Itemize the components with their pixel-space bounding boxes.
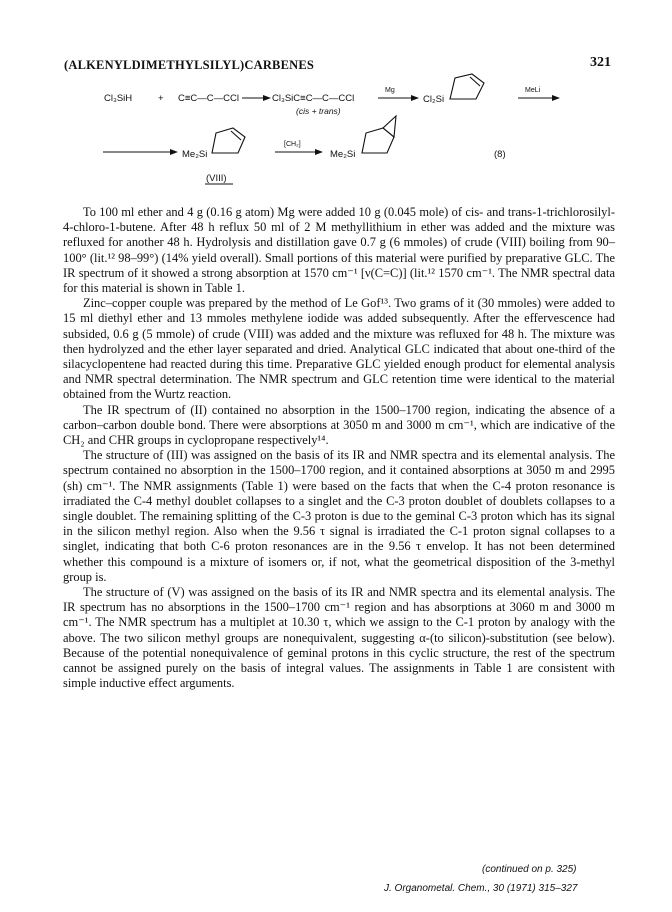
ring-3-silicon-label: Me₂Si — [330, 149, 356, 160]
ring-1-silicon-label: Cl₂Si — [423, 94, 445, 105]
paragraph-zinc-copper: Zinc–copper couple was prepared by the method of Le Gof¹³. Two grams of it (30 mmoles) were added to 15 ml diethyl ether and 13 mmoles methylene iodide was added subsequently. After the effervescence had subsided, 0.6 g (5 mmole) of crude (VIII) was added and the mixture was refluxed for 48 h. The mixture was then hydrolyzed and the ether layer separated and dried. Analytical GLC indicated that about one-third of the silacyclopentene had reacted during this time. Preparative GLC yielded enough product for elemental analysis and NMR spectral determination. The NMR spectrum and GLC retention time were identical to the material obtained from the Wurtz reaction. — [63, 296, 615, 402]
reaction-arrow-1-head — [263, 95, 271, 101]
reaction-arrow-2-head — [411, 95, 419, 101]
equation-number: (8) — [494, 149, 506, 160]
compound-number-viii: (VIII) — [206, 173, 227, 184]
reaction-scheme — [0, 0, 672, 200]
body-text — [63, 205, 615, 692]
paragraph-structure-v: The structure of (V) was assigned on the basis of its IR and NMR spectra and its elemental analysis. The IR spectrum has no absorptions in the 1500–1700 cm⁻¹ region and has absorptions at 3060 m and 3000 m cm⁻¹. The NMR spectrum has a multiplet at 10.30 τ, which we assign to the C-1 proton by analogy with the above. The two silicon methyl groups are nonequivalent, suggesting α-(to silicon)-substitution (see below). Because of the potential nonequivalence of geminal protons in this cyclic structure, the rest of the spectrum cannot be assigned purely on the basis of integral values. The assignments in Table 1 are consistent with simple inductive effect arguments. — [63, 585, 615, 691]
reagent-methylene: [CH₂] — [284, 141, 301, 148]
reagent-methyllithium: MeLi — [525, 87, 541, 94]
paragraph-ir-ii: The IR spectrum of (II) contained no absorption in the 1500–1700 region, indicating the absence of a carbon–carbon double bond. There were absorptions at 3050 m and 3000 m cm⁻¹, which are indicative of the CH₂ and CHR groups in cyclopropane respectively¹⁴. — [63, 402, 615, 448]
page-number: 321 — [590, 55, 611, 70]
silacyclopentene-ring-2 — [212, 128, 245, 153]
product-trichlorosilylbutene: Cl₃SiC≡C—C—CCl — [272, 93, 355, 104]
reagent-magnesium: Mg — [385, 87, 395, 94]
reaction-arrow-3-head — [552, 95, 560, 101]
plus-sign: + — [158, 93, 164, 104]
silacyclopentene-ring-1 — [450, 74, 484, 99]
reactant-chlorobutyne: C≡C—C—CCl — [178, 93, 239, 104]
paragraph-synthesis-viii: To 100 ml ether and 4 g (0.16 g atom) Mg were added 10 g (0.045 mole) of cis- and trans-1-trichlorosilyl-4-chloro-1-butene. After 48 h reflux 50 ml of 2 M methyllithium in ether was added and the mixture was refluxed for another 48 h. Hydrolysis and distillation gave 0.7 g (6 mmoles) of crude (VIII) boiling from 90–100° (lit.¹² 98–99°) (14% yield overall). Small portions of this material were purified by preparative GLC. The IR spectrum of it showed a strong absorption at 1570 cm⁻¹ [ν(C=C)] (lit.¹² 1570 cm⁻¹. The NMR spectral data for this material is shown in Table 1. — [63, 205, 615, 296]
cyclopropane-ring — [383, 116, 396, 137]
ring-2-silicon-label: Me₂Si — [182, 149, 208, 160]
journal-citation: J. Organometal. Chem., 30 (1971) 315–327 — [384, 883, 578, 894]
reaction-arrow-5-head — [315, 149, 323, 155]
reactant-trichlorosilane: Cl₃SiH — [104, 93, 133, 104]
reaction-arrow-4-head — [170, 149, 178, 155]
running-title: (ALKENYLDIMETHYLSILYL)CARBENES — [64, 58, 315, 72]
paragraph-structure-iii: The structure of (III) was assigned on the basis of its IR and NMR spectra and its elemental analysis. The spectrum contained no absorption in the 1500–1700 region, and it contained absorptions at 3050 m and 2995 (sh) cm⁻¹. The NMR assignments (Table 1) were based on the facts that when the C-4 proton resonance is irradiated the C-4 methyl doublet collapses to a singlet and the C-3 proton doublet of doublets collapses to a single doublet. The remaining splitting of the C-3 proton is due to the geminal C-3 proton which has its signal in the silicon methyl region. Also when the 9.56 τ signal is irradiated the C-1 proton signal collapses to a singlet, indicating that both C-6 proton resonances are in the 9.56 τ envelop. It has not been determined whether this compound is a mixture of isomers or, if not, what the geometrical disposition of the 3-methyl group is. — [63, 448, 615, 584]
isomer-note: (cis + trans) — [296, 106, 341, 116]
silabicyclohexane-ring — [362, 128, 394, 153]
continued-note: (continued on p. 325) — [482, 864, 577, 875]
